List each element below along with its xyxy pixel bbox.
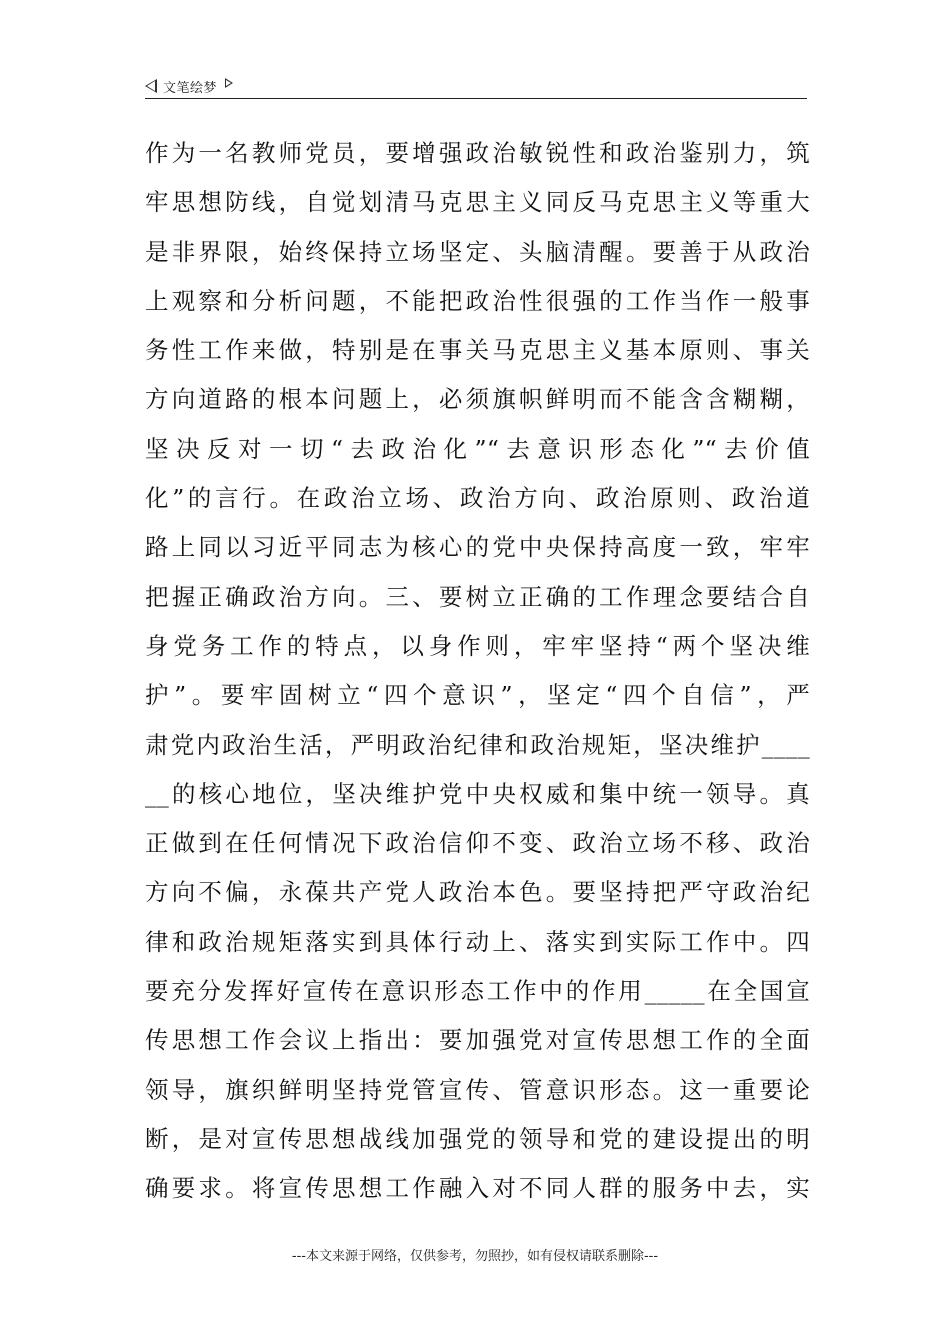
text-line: 上观察和分析问题，不能把政治性很强的工作当作一般事 <box>145 286 810 315</box>
text-line: __的核心地位，坚决维护党中央权威和集中统一领导。真 <box>145 779 810 808</box>
text-line: 坚决反对一切“去政治化”“去意识形态化”“去价值 <box>145 434 810 463</box>
text-line: 律和政治规矩落实到具体行动上、落实到实际工作中。四 <box>145 927 810 956</box>
text-line: 方向不偏，永葆共产党人政治本色。要坚持把严守政治纪 <box>145 878 810 907</box>
text-line: 务性工作来做，特别是在事关马克思主义基本原则、事关 <box>145 336 810 365</box>
text-line: 是非界限，始终保持立场坚定、头脑清醒。要善于从政治 <box>145 237 810 266</box>
text-line: 确要求。将宣传思想工作融入对不同人群的服务中去，实 <box>145 1174 810 1203</box>
text-line: 正做到在任何情况下政治信仰不变、政治立场不移、政治 <box>145 829 810 858</box>
header-divider <box>145 98 807 99</box>
text-line: 领导，旗织鲜明坚持党管宣传、管意识形态。这一重要论 <box>145 1075 810 1104</box>
text-line: 把握正确政治方向。三、要树立正确的工作理念要结合自 <box>145 582 810 611</box>
footer-notice: ---本文来源于网络，仅供参考，勿照抄，如有侵权请联系删除--- <box>291 1249 659 1264</box>
text-line: 牢思想防线，自觉划清马克思主义同反马克思主义等重大 <box>145 188 810 217</box>
document-body <box>145 131 810 1216</box>
left-triangle-icon <box>145 79 157 93</box>
text-line: 断，是对宣传思想战线加强党的领导和党的建设提出的明 <box>145 1124 810 1153</box>
text-line: 化”的言行。在政治立场、政治方向、政治原则、政治道 <box>145 484 810 513</box>
right-triangle-icon <box>225 78 233 88</box>
text-line: 肃党内政治生活，严明政治纪律和政治规矩，坚决维护____ <box>145 730 810 759</box>
document-header <box>145 74 807 98</box>
text-line: 要充分发挥好宣传在意识形态工作中的作用_____在全国宣 <box>145 977 810 1006</box>
brand-name: 文笔绘梦 <box>163 80 218 96</box>
text-line: 作为一名教师党员，要增强政治敏锐性和政治鉴别力，筑 <box>145 139 810 167</box>
text-line: 传思想工作会议上指出：要加强党对宣传思想工作的全面 <box>145 1026 810 1055</box>
text-line: 护”。要牢固树立“四个意识”，坚定“四个自信”，严 <box>145 681 810 710</box>
text-line: 路上同以习近平同志为核心的党中央保持高度一致，牢牢 <box>145 533 810 562</box>
text-line: 方向道路的根本问题上，必须旗帜鲜明而不能含含糊糊， <box>145 385 810 414</box>
text-line: 身党务工作的特点，以身作则，牢牢坚持“两个坚决维 <box>145 631 810 660</box>
